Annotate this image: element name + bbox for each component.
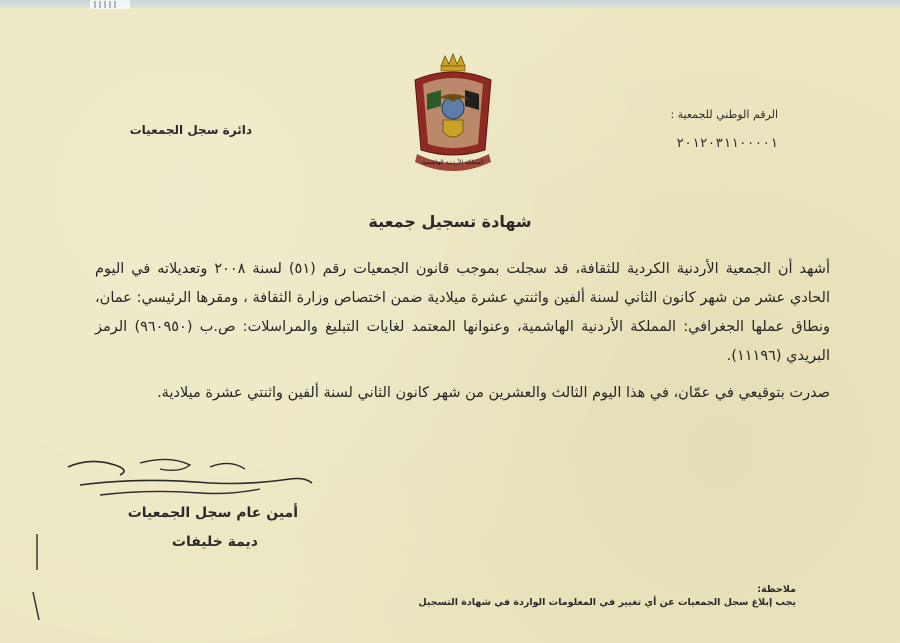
certificate-paragraph-registration: أشهد أن الجمعية الأردنية الكردية للثقافة، قد سجلت بموجب قانون الجمعيات رقم (٥١) لسنة ٢٠٠٨ وتعديلاته في اليوم الحادي عشر من شهر كانون الثاني لسنة ألفين واثنتي عشرة ميلادية ضمن اختصاص وزارة الثقافة ، ومقرها الرئيسي: عمان، ونطاق عملها الجغرافي: المملكة الأردنية الهاشمية، وعنوانها المعتمد لغايات التبليغ والمراسلات: ص.ب (٩٦٠٩٥٠) الرمز البريدي (١١١٩٦). — [95, 261, 831, 364]
royal-crest-icon — [405, 50, 501, 172]
national-number-label: الرقم الوطني للجمعية : — [670, 108, 778, 121]
handwritten-signature — [60, 455, 320, 510]
svg-text:المملكة الأردنية الهاشمية: المملكة الأردنية الهاشمية — [422, 159, 484, 166]
certificate-paragraph-issuance: صدرت بتوقيعي في عمّان، في هذا اليوم الثالث والعشرين من شهر كانون الثاني لسنة ألفين واثنتي عشرة ميلادية. — [157, 385, 830, 401]
certificate-body — [95, 255, 830, 408]
signatory-title: أمين عام سجل الجمعيات — [127, 505, 298, 521]
national-number: ٢٠١٢٠٣١١٠٠٠٠١ — [676, 136, 778, 151]
signatory-name: ديمة خليفات — [171, 534, 258, 550]
certificate-title: شهادة تسجيل جمعية — [368, 212, 532, 231]
margin-pen-marks — [25, 530, 55, 630]
torn-edge-mark — [0, 0, 140, 10]
note-label: ملاحظة: — [757, 584, 796, 595]
department-name: دائرة سجل الجمعيات — [129, 123, 252, 137]
note-text: يجب إبلاغ سجل الجمعيات عن أي تغيير في المعلومات الواردة في شهادة التسجيل — [418, 597, 796, 608]
